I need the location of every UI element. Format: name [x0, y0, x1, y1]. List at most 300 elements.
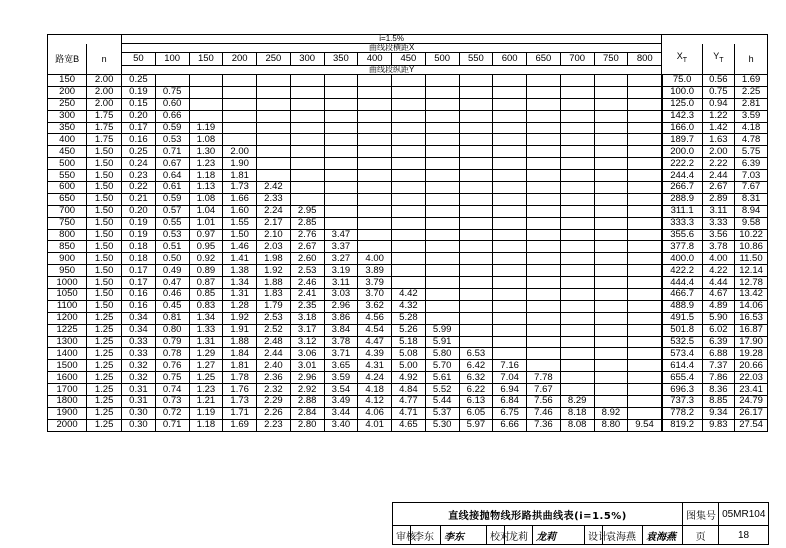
empty-cell — [425, 241, 459, 253]
y-value-cell: 1.19 — [189, 122, 223, 134]
y-value-cell: 0.74 — [155, 384, 189, 396]
empty-cell — [459, 146, 493, 158]
y-value-cell: 0.23 — [122, 170, 156, 182]
table-row — [48, 98, 768, 110]
h-cell: 7.03 — [735, 170, 768, 182]
yt-cell: 4.44 — [702, 277, 735, 289]
y-value-cell: 3.59 — [324, 372, 358, 384]
y-value-cell: 0.53 — [155, 229, 189, 241]
h-cell: 17.90 — [735, 336, 768, 348]
x-value-header: 150 — [189, 53, 223, 66]
empty-cell — [493, 110, 527, 122]
empty-cell — [290, 86, 324, 98]
table-row — [48, 182, 768, 194]
empty-cell — [392, 182, 426, 194]
xt-cell: 655.4 — [662, 372, 702, 384]
y-value-cell: 4.00 — [358, 253, 392, 265]
y-value-cell: 2.26 — [257, 407, 291, 419]
y-value-cell: 3.86 — [324, 312, 358, 324]
road-width-cell: 150 — [48, 75, 87, 87]
empty-cell — [560, 146, 594, 158]
empty-cell — [459, 193, 493, 205]
yt-cell: 0.94 — [702, 98, 735, 110]
yt-subscript: T — [719, 57, 724, 65]
empty-cell — [560, 372, 594, 384]
empty-cell — [527, 229, 561, 241]
y-value-cell: 7.04 — [493, 372, 527, 384]
y-value-cell: 3.18 — [290, 312, 324, 324]
empty-cell — [493, 324, 527, 336]
empty-cell — [628, 289, 662, 301]
empty-cell — [493, 86, 527, 98]
y-value-cell: 3.49 — [324, 396, 358, 408]
empty-cell — [628, 300, 662, 312]
x-value-header: 600 — [493, 53, 527, 66]
y-value-cell: 2.96 — [290, 372, 324, 384]
y-value-cell: 5.18 — [392, 336, 426, 348]
empty-cell — [628, 241, 662, 253]
empty-cell — [560, 348, 594, 360]
y-value-cell: 3.62 — [358, 300, 392, 312]
empty-cell — [493, 241, 527, 253]
empty-cell — [560, 253, 594, 265]
yt-symbol: Y — [713, 51, 720, 62]
y-value-cell: 0.55 — [155, 217, 189, 229]
x-value-header: 550 — [459, 53, 493, 66]
xt-cell: 573.4 — [662, 348, 702, 360]
y-value-cell: 4.18 — [358, 384, 392, 396]
h-cell: 22.03 — [735, 372, 768, 384]
empty-cell — [560, 300, 594, 312]
y-value-cell: 7.78 — [527, 372, 561, 384]
y-value-cell: 0.92 — [189, 253, 223, 265]
road-width-cell: 1400 — [48, 348, 87, 360]
empty-cell — [493, 312, 527, 324]
y-value-cell: 3.65 — [324, 360, 358, 372]
y-value-cell: 4.54 — [358, 324, 392, 336]
y-value-cell: 6.94 — [493, 384, 527, 396]
y-value-cell: 0.19 — [122, 229, 156, 241]
h-cell: 27.54 — [735, 419, 768, 431]
y-value-cell: 1.91 — [223, 324, 257, 336]
y-value-cell: 0.71 — [155, 419, 189, 431]
n-cell: 2.00 — [87, 98, 122, 110]
y-value-cell: 5.37 — [425, 407, 459, 419]
empty-cell — [527, 289, 561, 301]
empty-cell — [459, 217, 493, 229]
empty-cell — [459, 122, 493, 134]
checker-signature: 龙莉 — [533, 526, 585, 545]
empty-cell — [324, 182, 358, 194]
y-value-cell: 3.71 — [324, 348, 358, 360]
table-row — [48, 134, 768, 146]
x-value-header: 350 — [324, 53, 358, 66]
y-value-cell: 1.60 — [223, 205, 257, 217]
y-value-cell: 2.42 — [257, 182, 291, 194]
empty-cell — [527, 348, 561, 360]
h-cell: 5.75 — [735, 146, 768, 158]
empty-cell — [594, 253, 628, 265]
h-cell: 16.53 — [735, 312, 768, 324]
road-width-cell: 1500 — [48, 360, 87, 372]
empty-cell — [527, 146, 561, 158]
road-width-cell: 550 — [48, 170, 87, 182]
y-value-cell: 4.31 — [358, 360, 392, 372]
empty-cell — [594, 324, 628, 336]
y-value-cell: 0.61 — [155, 182, 189, 194]
y-value-cell: 0.34 — [122, 324, 156, 336]
yt-cell: 1.42 — [702, 122, 735, 134]
empty-cell — [358, 146, 392, 158]
y-value-cell: 1.76 — [223, 384, 257, 396]
y-value-cell: 0.31 — [122, 396, 156, 408]
y-value-cell: 4.24 — [358, 372, 392, 384]
y-value-cell: 0.16 — [122, 289, 156, 301]
road-width-cell: 2000 — [48, 419, 87, 431]
n-cell: 1.50 — [87, 170, 122, 182]
empty-cell — [290, 75, 324, 87]
empty-cell — [290, 170, 324, 182]
empty-cell — [594, 360, 628, 372]
road-width-cell: 600 — [48, 182, 87, 194]
empty-cell — [560, 134, 594, 146]
empty-cell — [425, 182, 459, 194]
y-value-cell: 6.32 — [459, 372, 493, 384]
y-value-cell: 1.88 — [257, 277, 291, 289]
empty-cell — [527, 312, 561, 324]
yt-cell: 1.63 — [702, 134, 735, 146]
y-value-cell: 4.42 — [392, 289, 426, 301]
n-cell: 1.75 — [87, 134, 122, 146]
y-value-cell: 0.83 — [189, 300, 223, 312]
table-row — [48, 289, 768, 301]
blank-corner-right — [662, 35, 768, 44]
table-row — [48, 360, 768, 372]
table-row — [48, 348, 768, 360]
road-width-cell: 350 — [48, 122, 87, 134]
empty-cell — [628, 384, 662, 396]
designer-signature: 袁海燕 — [643, 526, 683, 545]
x-value-header: 500 — [425, 53, 459, 66]
empty-cell — [628, 360, 662, 372]
table-row — [48, 146, 768, 158]
y-value-cell: 1.81 — [223, 170, 257, 182]
empty-cell — [527, 324, 561, 336]
y-value-cell: 1.33 — [189, 324, 223, 336]
y-value-cell: 1.84 — [223, 348, 257, 360]
n-cell: 1.25 — [87, 396, 122, 408]
empty-cell — [560, 277, 594, 289]
empty-cell — [594, 134, 628, 146]
xt-cell: 377.8 — [662, 241, 702, 253]
y-value-cell: 3.78 — [324, 336, 358, 348]
n-cell: 1.50 — [87, 289, 122, 301]
y-value-cell: 7.56 — [527, 396, 561, 408]
road-width-cell: 1225 — [48, 324, 87, 336]
n-cell: 1.50 — [87, 158, 122, 170]
y-value-cell: 0.25 — [122, 75, 156, 87]
n-cell: 1.75 — [87, 122, 122, 134]
empty-cell — [392, 217, 426, 229]
table-body — [48, 75, 768, 432]
empty-cell — [560, 324, 594, 336]
table-row — [48, 419, 768, 431]
empty-cell — [527, 336, 561, 348]
empty-cell — [628, 348, 662, 360]
road-width-cell: 1000 — [48, 277, 87, 289]
xt-cell: 125.0 — [662, 98, 702, 110]
empty-cell — [358, 229, 392, 241]
empty-cell — [425, 193, 459, 205]
y-value-cell: 0.45 — [155, 300, 189, 312]
empty-cell — [358, 98, 392, 110]
y-value-cell: 8.08 — [560, 419, 594, 431]
empty-cell — [425, 217, 459, 229]
y-value-cell: 0.67 — [155, 158, 189, 170]
y-value-cell: 1.73 — [223, 396, 257, 408]
empty-cell — [223, 86, 257, 98]
y-value-cell: 0.95 — [189, 241, 223, 253]
xt-symbol: X — [676, 51, 683, 62]
slope-label: i=1.5% — [122, 35, 662, 44]
y-value-cell: 1.28 — [223, 300, 257, 312]
yt-cell: 4.67 — [702, 289, 735, 301]
empty-cell — [628, 265, 662, 277]
empty-cell — [425, 312, 459, 324]
y-value-cell: 2.36 — [257, 372, 291, 384]
y-value-cell: 6.05 — [459, 407, 493, 419]
atlas-number: 05MR104 — [719, 503, 769, 526]
empty-cell — [358, 86, 392, 98]
empty-cell — [459, 277, 493, 289]
yt-cell: 4.22 — [702, 265, 735, 277]
h-header: h — [735, 44, 768, 75]
empty-cell — [628, 217, 662, 229]
check-label: 校对 — [487, 526, 505, 545]
y-value-cell: 0.76 — [155, 360, 189, 372]
n-cell: 1.25 — [87, 348, 122, 360]
y-value-cell: 1.78 — [223, 372, 257, 384]
xt-cell: 422.2 — [662, 265, 702, 277]
xt-cell: 222.2 — [662, 158, 702, 170]
y-value-cell: 5.08 — [392, 348, 426, 360]
empty-cell — [459, 158, 493, 170]
y-value-cell: 2.67 — [290, 241, 324, 253]
empty-cell — [628, 193, 662, 205]
empty-cell — [223, 122, 257, 134]
empty-cell — [527, 217, 561, 229]
xt-cell: 100.0 — [662, 86, 702, 98]
empty-cell — [324, 110, 358, 122]
empty-cell — [324, 217, 358, 229]
empty-cell — [527, 75, 561, 87]
y-value-cell: 0.34 — [122, 312, 156, 324]
table-row — [48, 396, 768, 408]
xt-cell: 311.1 — [662, 205, 702, 217]
xt-cell: 400.0 — [662, 253, 702, 265]
y-value-cell: 3.70 — [358, 289, 392, 301]
y-value-cell: 0.17 — [122, 122, 156, 134]
empty-cell — [189, 75, 223, 87]
empty-cell — [628, 277, 662, 289]
road-width-cell: 200 — [48, 86, 87, 98]
y-value-cell: 1.18 — [189, 419, 223, 431]
empty-cell — [358, 134, 392, 146]
empty-cell — [628, 253, 662, 265]
empty-cell — [527, 277, 561, 289]
table-row — [48, 277, 768, 289]
y-value-cell: 5.70 — [425, 360, 459, 372]
y-value-cell: 0.66 — [155, 110, 189, 122]
table-row — [48, 384, 768, 396]
road-width-cell: 500 — [48, 158, 87, 170]
empty-cell — [425, 75, 459, 87]
y-value-cell: 2.33 — [257, 193, 291, 205]
road-width-cell: 1600 — [48, 372, 87, 384]
empty-cell — [392, 205, 426, 217]
x-value-header: 650 — [527, 53, 561, 66]
n-cell: 1.50 — [87, 217, 122, 229]
empty-cell — [425, 98, 459, 110]
xt-cell: 819.2 — [662, 419, 702, 431]
empty-cell — [493, 158, 527, 170]
n-cell: 1.50 — [87, 146, 122, 158]
empty-cell — [560, 241, 594, 253]
empty-cell — [493, 182, 527, 194]
empty-cell — [257, 134, 291, 146]
y-value-cell: 3.44 — [324, 407, 358, 419]
empty-cell — [324, 193, 358, 205]
empty-cell — [392, 110, 426, 122]
y-value-cell: 1.73 — [223, 182, 257, 194]
y-value-cell: 1.66 — [223, 193, 257, 205]
h-cell: 7.67 — [735, 182, 768, 194]
yt-cell: 7.37 — [702, 360, 735, 372]
empty-cell — [527, 241, 561, 253]
empty-cell — [594, 75, 628, 87]
y-value-cell: 0.75 — [155, 372, 189, 384]
empty-cell — [527, 86, 561, 98]
empty-cell — [425, 146, 459, 158]
x-values-row — [48, 53, 768, 66]
n-cell: 1.50 — [87, 182, 122, 194]
empty-cell — [425, 289, 459, 301]
empty-cell — [594, 312, 628, 324]
empty-cell — [594, 182, 628, 194]
yt-cell: 9.34 — [702, 407, 735, 419]
yt-cell: 6.02 — [702, 324, 735, 336]
y-value-cell: 1.46 — [223, 241, 257, 253]
y-value-cell: 3.11 — [324, 277, 358, 289]
empty-cell — [493, 277, 527, 289]
empty-cell — [324, 146, 358, 158]
xt-cell: 466.7 — [662, 289, 702, 301]
empty-cell — [560, 229, 594, 241]
h-cell: 13.42 — [735, 289, 768, 301]
empty-cell — [459, 134, 493, 146]
empty-cell — [290, 134, 324, 146]
n-cell: 2.00 — [87, 75, 122, 87]
table-row — [48, 122, 768, 134]
table-row — [48, 229, 768, 241]
y-value-cell: 3.03 — [324, 289, 358, 301]
y-value-cell: 8.29 — [560, 396, 594, 408]
empty-cell — [257, 158, 291, 170]
empty-cell — [189, 110, 223, 122]
empty-cell — [459, 253, 493, 265]
table-row — [48, 205, 768, 217]
y-value-cell: 1.23 — [189, 384, 223, 396]
empty-cell — [257, 170, 291, 182]
road-width-cell: 950 — [48, 265, 87, 277]
table-row — [48, 217, 768, 229]
y-value-cell: 0.50 — [155, 253, 189, 265]
yt-cell: 5.90 — [702, 312, 735, 324]
h-cell: 24.79 — [735, 396, 768, 408]
road-width-cell: 450 — [48, 146, 87, 158]
n-cell: 1.50 — [87, 277, 122, 289]
y-value-cell: 2.46 — [290, 277, 324, 289]
table-row — [48, 170, 768, 182]
n-cell: 1.50 — [87, 300, 122, 312]
n-cell: 1.50 — [87, 205, 122, 217]
y-value-cell: 0.31 — [122, 384, 156, 396]
empty-cell — [425, 122, 459, 134]
y-value-cell: 0.87 — [189, 277, 223, 289]
empty-cell — [594, 372, 628, 384]
empty-cell — [493, 289, 527, 301]
y-value-cell: 5.26 — [392, 324, 426, 336]
reviewer-name: 李东 — [411, 526, 441, 545]
empty-cell — [560, 289, 594, 301]
yt-cell: 6.88 — [702, 348, 735, 360]
y-value-cell: 1.08 — [189, 134, 223, 146]
x-value-header: 450 — [392, 53, 426, 66]
empty-cell — [493, 193, 527, 205]
y-value-cell: 2.48 — [257, 336, 291, 348]
empty-cell — [324, 170, 358, 182]
empty-cell — [527, 360, 561, 372]
road-width-cell: 250 — [48, 98, 87, 110]
y-value-cell: 2.60 — [290, 253, 324, 265]
empty-cell — [290, 182, 324, 194]
yt-cell: 2.67 — [702, 182, 735, 194]
road-width-header: 路宽B — [48, 44, 87, 75]
empty-cell — [392, 158, 426, 170]
empty-cell — [594, 241, 628, 253]
road-width-cell: 1100 — [48, 300, 87, 312]
road-width-cell: 1800 — [48, 396, 87, 408]
empty-cell — [594, 289, 628, 301]
y-value-cell: 6.22 — [459, 384, 493, 396]
y-value-cell: 2.52 — [257, 324, 291, 336]
empty-cell — [628, 229, 662, 241]
empty-cell — [257, 86, 291, 98]
y-value-cell: 6.53 — [459, 348, 493, 360]
empty-cell — [628, 75, 662, 87]
h-cell: 10.22 — [735, 229, 768, 241]
h-cell: 3.59 — [735, 110, 768, 122]
y-value-cell: 1.27 — [189, 360, 223, 372]
empty-cell — [392, 265, 426, 277]
y-value-cell: 0.57 — [155, 205, 189, 217]
reviewer-signature: 李东 — [441, 526, 487, 545]
xt-cell: 142.3 — [662, 110, 702, 122]
empty-cell — [628, 407, 662, 419]
y-value-cell: 2.84 — [290, 407, 324, 419]
y-value-cell: 1.71 — [223, 407, 257, 419]
empty-cell — [560, 336, 594, 348]
